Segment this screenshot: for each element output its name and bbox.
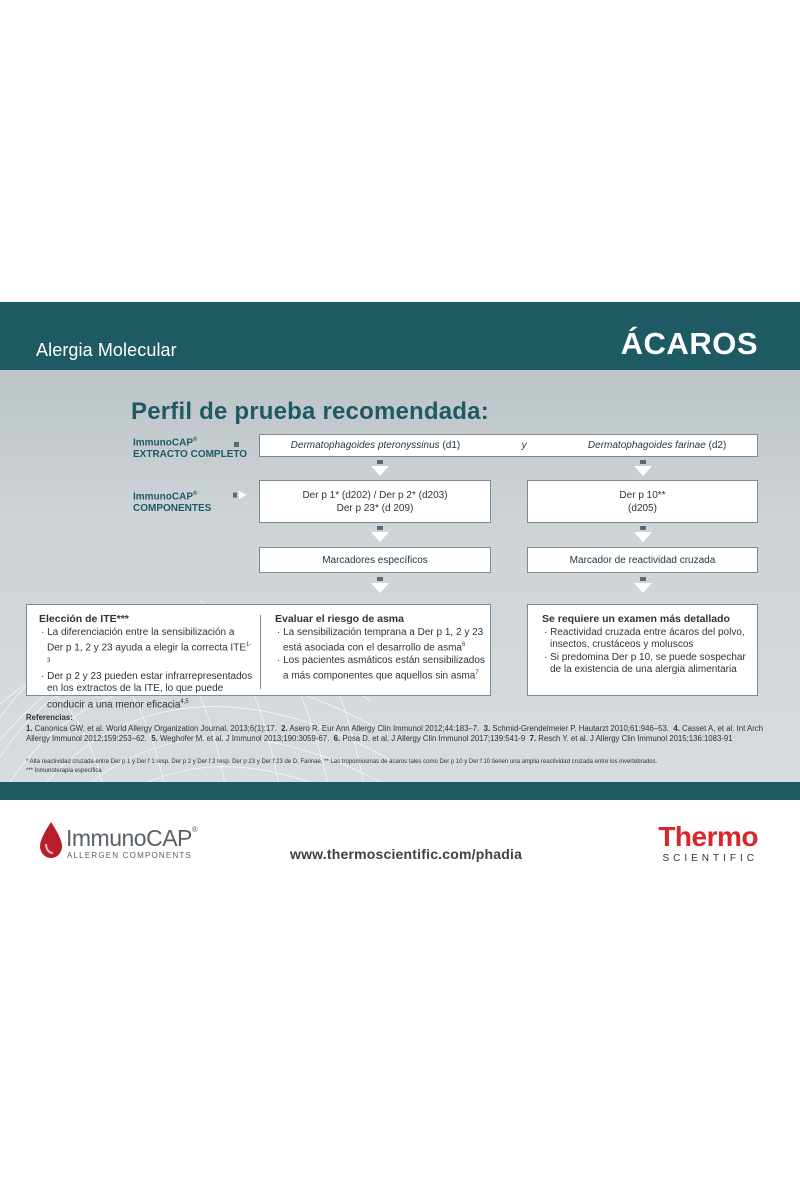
label-components-text: COMPONENTES — [133, 503, 212, 515]
ref-text: Weghofer M. et al. J Immunol 2013;190:3059-67. — [157, 734, 330, 743]
marker-left-text: Marcadores específicos — [322, 554, 428, 566]
arrow-down-icon — [371, 526, 389, 542]
info-box-left — [26, 604, 491, 710]
components-left-line2: Der p 23* (d 209) — [336, 502, 414, 514]
info-col-examen-title: Se requiere un examen más detallado — [542, 613, 730, 625]
arrow-right-icon — [233, 491, 257, 499]
info-text: Los pacientes asmáticos están sensibilizados a más componentes que aquellos sin asma — [283, 654, 485, 682]
info-box-right — [527, 604, 758, 696]
extract-left — [291, 440, 461, 451]
info-text: Reactividad cruzada entre ácaros del polvo, insectos, crustáceos y moluscos — [550, 626, 745, 650]
extract-right — [588, 440, 726, 451]
info-col-examen-item — [542, 652, 752, 677]
marker-right-box — [527, 547, 758, 573]
ref-number: 3. — [483, 723, 491, 733]
ref-text: Asero R. Eur Ann Allergy Clin Immunol 2012;44:183–7. — [287, 723, 480, 733]
thermo-logo-name: Thermo — [658, 821, 758, 852]
arrow-down-icon — [634, 577, 652, 593]
arrow-down-icon — [634, 460, 652, 476]
footnote-sup: 4,5 — [180, 698, 189, 705]
components-left-box — [259, 480, 491, 523]
info-col-ite-item — [39, 627, 253, 671]
bottom-band — [0, 782, 800, 800]
thermo-scientific-logo — [658, 822, 758, 864]
footnotes — [26, 758, 776, 776]
ref-text: Canonica GW, et al. World Allergy Organization Journal. 2013;6(1):17. — [32, 723, 277, 733]
components-left-line1: Der p 1* (d202) / Der p 2* (d203) — [302, 489, 448, 501]
components-right-line2: (d205) — [628, 502, 657, 514]
info-text: Si predomina Der p 10, se puede sospechar de la existencia de una alergia alimentaria — [550, 651, 746, 675]
extract-right-code: (d2) — [705, 440, 727, 451]
arrow-down-icon — [371, 577, 389, 593]
arrow-down-icon — [371, 460, 389, 476]
arrow-down-icon — [634, 526, 652, 542]
immunocap-logo-name — [66, 825, 197, 852]
thermo-logo-tag: SCIENTIFIC — [662, 853, 758, 864]
extract-left-species: Dermatophagoides pteronyssinus — [290, 440, 440, 451]
info-col-asma — [263, 605, 491, 697]
label-extract-text: EXTRACTO COMPLETO — [133, 449, 248, 461]
headline: Perfil de prueba recomendada: — [131, 398, 489, 425]
info-col-ite-title: Elección de ITE*** — [39, 613, 129, 625]
header-band — [0, 302, 800, 370]
info-text: Der p 2 y 23 pueden estar infrarrepresentados en los extractos de la ITE, lo que puede conducir a una menor eficacia — [47, 670, 253, 710]
info-divider — [260, 615, 261, 689]
info-text: La sensibilización temprana a Der p 1, 2 y 23 está asociada con el desarrollo de asma — [283, 626, 484, 654]
label-components — [133, 488, 211, 515]
footnote-sup: 6 — [462, 642, 466, 648]
info-col-ite — [27, 605, 259, 710]
ref-text: Schmid-Grendelmeier P. Hautarzt 2010;61:946–53. — [490, 723, 669, 733]
footnote-sup: 1-3 — [47, 642, 252, 664]
extract-box — [259, 434, 758, 457]
immunocap-logo-reg: ® — [191, 825, 198, 834]
references-heading: Referencias: — [26, 713, 73, 722]
ref-number: 4. — [673, 723, 680, 733]
label-components-brand: ImmunoCAP — [133, 491, 193, 503]
ref-number: 6. — [333, 734, 341, 743]
ref-text: Resch Y. et al. J Allergy Clin Immunol 2015;136:1083-91 — [536, 734, 733, 743]
info-col-asma-item — [275, 627, 485, 655]
label-extract-brand: ImmunoCAP — [133, 437, 193, 449]
info-col-examen-item — [542, 627, 752, 652]
components-right-line1: Der p 10** — [619, 489, 666, 501]
header-subtitle: Alergia Molecular — [36, 340, 177, 360]
info-col-asma-item — [275, 655, 485, 683]
ref-number: 1. — [26, 723, 33, 733]
label-extract — [133, 434, 247, 461]
immunocap-logo-tag: ALLERGEN COMPONENTS — [67, 851, 193, 860]
info-col-examen — [528, 605, 758, 697]
website-url[interactable]: www.thermoscientific.com/phadia — [290, 846, 523, 862]
ref-text: Posa D. et al. J Allergy Clin Immunol 2017;139:541-9 — [340, 734, 526, 743]
blood-drop-icon — [40, 822, 62, 858]
header-title: ÁCAROS — [620, 326, 758, 361]
references — [26, 713, 776, 745]
footnote-sup: 7 — [475, 670, 479, 677]
extract-conjunction: y — [521, 440, 527, 451]
label-extract-reg: ® — [193, 437, 198, 443]
info-col-ite-item — [39, 671, 253, 712]
label-components-reg: ® — [193, 491, 198, 497]
footnote-1: * Alta reactividad cruzada entre Der p 1 y Der f 1 resp. Der p 2 y Der f 2 resp. Der p 23 y Der f 23 de D. Farinae. ** Las tropomiosinas de ácaros tales como Der p 10 y Der f 10 tienen una amplia reactividad cruzada entre los invertebrados. — [26, 759, 658, 765]
ref-number: 2. — [281, 723, 288, 733]
marker-right-text: Marcador de reactividad cruzada — [569, 554, 716, 566]
immunocap-logo-text: ImmunoCAP — [66, 825, 192, 851]
extract-right-species: Dermatophagoides farinae — [587, 440, 706, 451]
info-text: La diferenciación entre la sensibilización a Der p 1, 2 y 23 ayuda a elegir la correcta ITE — [47, 626, 246, 654]
footnote-2: *** Inmunoterapia específica — [26, 768, 102, 774]
content-panel — [0, 370, 800, 782]
components-right-box — [527, 480, 758, 523]
ref-text: Casset A, et al. Int Arch Allergy Immunol 2012;159:253–62. — [26, 723, 764, 743]
immunocap-logo — [40, 822, 220, 866]
marker-left-box — [259, 547, 491, 573]
extract-left-code: (d1) — [439, 440, 461, 451]
square-bullet-icon — [234, 442, 239, 447]
info-col-asma-title: Evaluar el riesgo de asma — [275, 613, 404, 625]
ref-number: 7. — [529, 734, 537, 743]
ref-number: 5. — [151, 734, 158, 743]
